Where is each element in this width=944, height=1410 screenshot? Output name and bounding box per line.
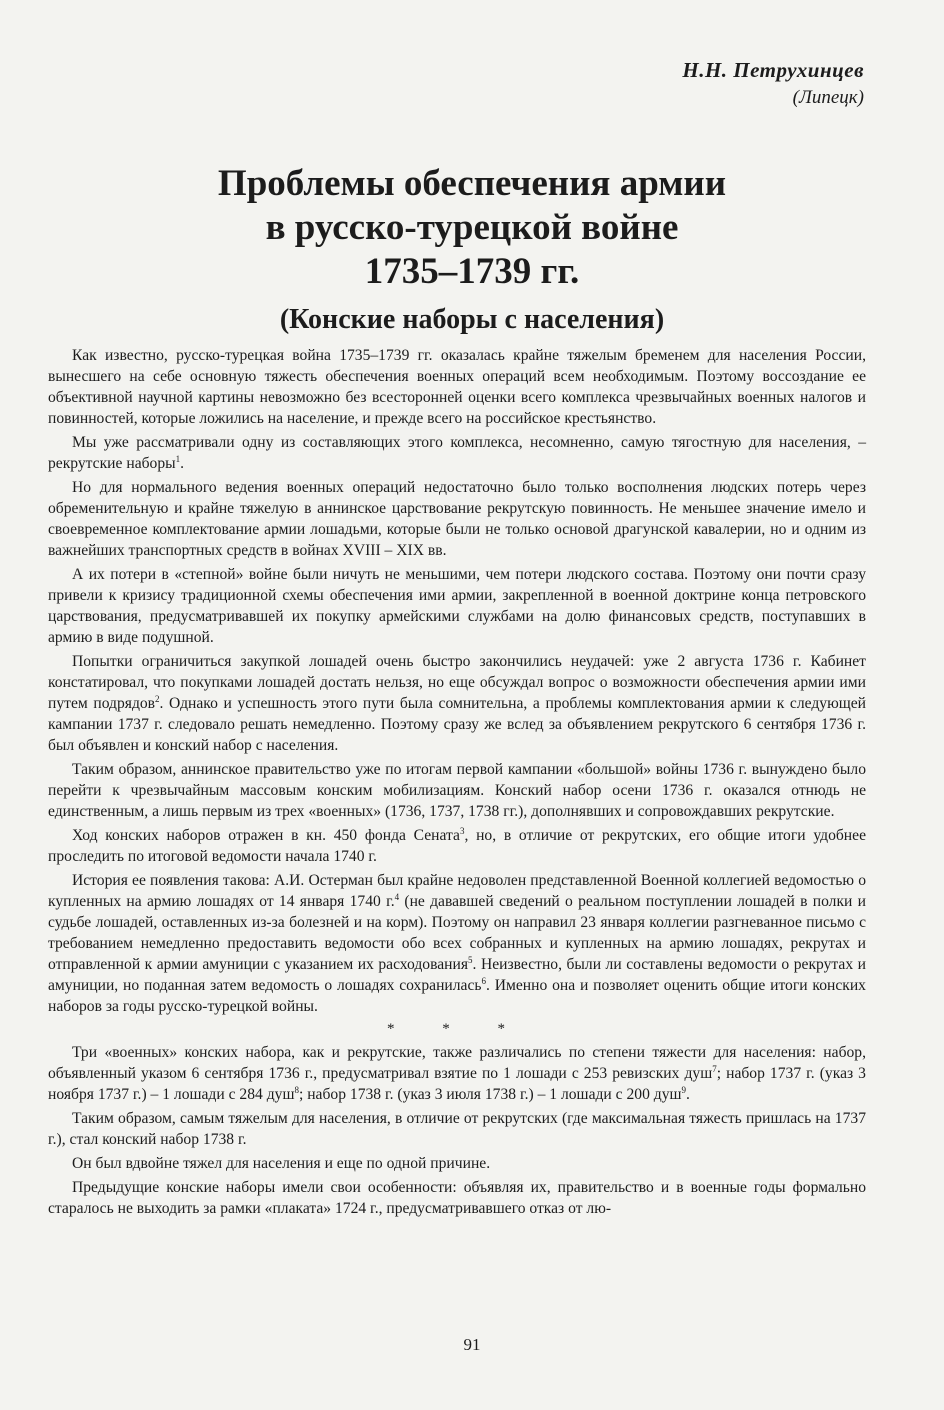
article-body — [48, 345, 866, 1222]
paragraph: А их потери в «степной» войне были ничуть не меньшими, чем потери людского состава. Поэтому они почти сразу привели к кризису традиционной схемы обеспечения ими армии, закрепленной в военной доктрине конца петровского царствования, предусматривавшей их покупку армейскими службами на долю финансовых средств, поступавших в армию в виде подушной. — [48, 566, 866, 646]
subtitle: (Конские наборы с населения) — [279, 304, 665, 335]
paragraph: История ее появления такова: А.И. Остерман был крайне недоволен представленной Военной коллегией ведомостью о купленных на армию лошадях от 14 января 1740 г.$^4$ (не дававшей сведений о реальном поступлении лошадей в полки и судьбе лошадей, оставленных из-за болезней и на корм). Поэтому он направил 23 января коллегии разгневанное письмо с требованием немедленно предоставить ведомости обо всех собранных и купленных на армию лошадях, рекрутах и отправленной к армии амуниции с указанием их расходования$^5$. Неизвестно, были ли составлены ведомости о рекрутах и амуниции, но поданная затем ведомость о лошадях сохранилась$^6$. Именно она и позволяет оценить общие итоги конских наборов за годы русско-турецкой войны. — [48, 872, 866, 1015]
footnote-ref: 8 — [294, 1084, 299, 1095]
section-separator: * * * — [387, 1021, 527, 1037]
footnote-ref: 2 — [155, 693, 160, 704]
paragraph: Ход конских наборов отражен в кн. 450 фонда Сената$^3$, но, в отличие от рекрутских, его общие итоги удобнее проследить по итоговой ведомости начала 1740 г. — [48, 825, 866, 865]
paragraph: Предыдущие конские наборы имели свои особенности: объявляя их, правительство и в военные годы формально старалось не выходить за рамки «плаката» 1724 г., предусматривавшего отказ от лю- — [48, 1179, 866, 1217]
title-line: 1735–1739 гг. — [364, 251, 580, 292]
paragraph: Таким образом, аннинское правительство уже по итогам первой кампании «большой» войны 1736 г. вынуждено было перейти к чрезвычайным массовым конским мобилизациям. Конский набор осени 1736 г. оказался отнюдь не единственным, а лишь первым из трех «военных» (1736, 1737, 1738 гг.), дополнявших и сопровождавших рекрутские. — [48, 761, 866, 820]
title-block — [60, 162, 884, 340]
paragraph: Он был вдвойне тяжел для населения и еще по одной причине. — [72, 1155, 491, 1172]
footnote-ref: 9 — [681, 1084, 687, 1095]
author-city: (Липецк) — [792, 87, 864, 108]
title-line: Проблемы обеспечения армии — [217, 163, 727, 204]
author-name: Н.Н. Петрухинцев — [682, 58, 864, 82]
author-block — [682, 58, 864, 109]
footnote-ref: 5 — [468, 954, 473, 965]
paragraph: Попытки ограничиться закупкой лошадей очень быстро закончились неудачей: уже 2 августа 1736 г. Кабинет констатировал, что покупками лошадей достать нельзя, но еще обсуждал вопрос о возможности обеспечения армии ими путем подрядов$^2$. Однако и успешность этого пути была сомнительна, а проблемы комплектования армии к следующей кампании 1737 г. следовало решать немедленно. Поэтому сразу же вслед за объявлением рекрутского 6 сентября 1736 г. был объявлен и конский набор с населения. — [48, 653, 866, 754]
footnote-ref: 1 — [175, 453, 181, 464]
page-number: 91 — [463, 1335, 481, 1354]
footnote-ref: 3 — [459, 825, 465, 836]
paragraph: Как известно, русско-турецкая война 1735–1739 гг. оказалась крайне тяжелым бременем для населения России, вынесшего на себе основную тяжесть обеспечения военных операций всем необходимым. Поэтому воссоздание ее объективной научной картины невозможно без всесторонней оценки всего комплекса чрезвычайных военных налогов и повинностей, которые ложились на население, и прежде всего на российское крестьянство. — [48, 347, 866, 427]
footnote-ref: 4 — [394, 891, 400, 902]
paragraph: Мы уже рассматривали одну из составляющих этого комплекса, несомненно, самую тягостную для населения, – рекрутские наборы$^1$. — [48, 434, 866, 472]
paragraph: Таким образом, самым тяжелым для населения, в отличие от рекрутских (где максимальная тяжесть пришлась на 1737 г.), стал конский набор 1738 г. — [48, 1110, 866, 1148]
paragraph: Но для нормального ведения военных операций недостаточно было только восполнения людских потерь через обременительную и крайне тяжелую в аннинское царствование рекрутскую повинность. Не меньшее значение имело и своевременное комплектование армии лошадьми, которые были не только основой драгунской кавалерии, но и одним из важнейших транспортных средств в войнах XVIII – XIX вв. — [48, 479, 866, 559]
footnote-ref: 7 — [712, 1063, 717, 1074]
paragraph: Три «военных» конских набора, как и рекрутские, также различались по степени тяжести для населения: набор, объявленный указом 6 сентября 1736 г., предусматривал взятие по 1 лошади с 253 ревизских душ$^7$; набор 1737 г. (указ 3 ноября 1737 г.) – 1 лошади с 284 душ$^8$; набор 1738 г. (указ 3 июля 1738 г.) – 1 лошади с 200 душ$^9$. — [48, 1044, 866, 1103]
footnote-ref: 6 — [481, 975, 486, 986]
title-line: в русско-турецкой войне — [265, 207, 679, 248]
